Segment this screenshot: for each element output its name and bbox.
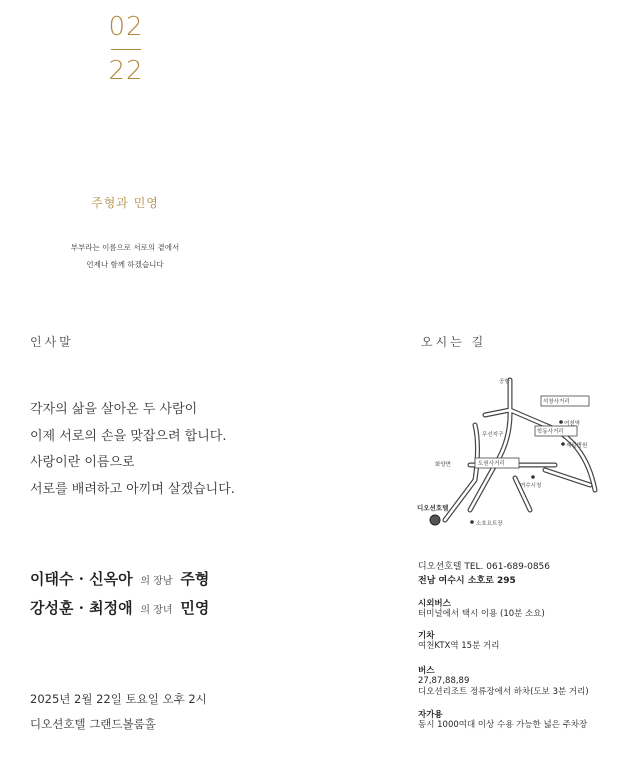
direction-text: 여천KTX역 15분 거리 bbox=[418, 641, 500, 651]
map-label-hotel: 디오션호텔 bbox=[417, 504, 449, 512]
hotel-address: 전남 여수시 소호로 295 bbox=[418, 576, 516, 586]
greeting-title: 인사말 bbox=[30, 335, 74, 349]
location-map bbox=[415, 370, 605, 535]
event-venue: 디오션호텔 그랜드볼룸홀 bbox=[30, 717, 156, 731]
direction-text: 27,87,88,89 bbox=[418, 676, 470, 686]
hotel-phone: 디오션호텔 TEL. 061-689-0856 bbox=[418, 562, 551, 572]
greeting-line: 서로를 배려하고 아끼며 살겠습니다. bbox=[30, 481, 235, 497]
map-label-yeocheon: 여천역 bbox=[564, 421, 580, 427]
location-title: 오시는 길 bbox=[421, 335, 487, 349]
direction-heading: 버스 bbox=[418, 666, 435, 676]
direction-train bbox=[418, 629, 499, 652]
cityhall-dot-icon bbox=[531, 475, 535, 479]
couple-message-line: 언제나 함께 하겠습니다 bbox=[86, 260, 164, 269]
direction-car bbox=[418, 708, 587, 731]
direction-intercity-bus bbox=[418, 597, 545, 620]
hospital-dot-icon bbox=[561, 442, 565, 446]
wedding-month: 02 bbox=[108, 12, 144, 42]
bride-relation: 의 장녀 bbox=[140, 605, 173, 616]
map-label-musun: 무선지구 bbox=[482, 432, 504, 438]
direction-heading: 자가용 bbox=[418, 710, 443, 720]
groom-relation: 의 장남 bbox=[140, 576, 173, 587]
map-label-airport: 공항 bbox=[499, 379, 510, 385]
map-label-seokchang: 석창사거리 bbox=[543, 399, 570, 405]
wedding-day: 22 bbox=[108, 56, 144, 86]
greeting-line: 각자의 삶을 살아온 두 사람이 bbox=[30, 402, 198, 417]
direction-heading: 시외버스 bbox=[418, 599, 451, 609]
map-label-hospital: 제일병원 bbox=[566, 443, 588, 449]
direction-heading: 기차 bbox=[418, 631, 435, 641]
bride-name: 민영 bbox=[180, 599, 210, 617]
map-label-hakdong: 학동사거리 bbox=[537, 429, 564, 435]
event-datetime: 2025년 2월 22일 토요일 오후 2시 bbox=[30, 692, 207, 706]
soho-dot-icon bbox=[470, 520, 474, 524]
bride-parent-names: 강성훈 · 최정애 bbox=[30, 599, 133, 617]
direction-bus bbox=[418, 664, 589, 698]
greeting-text bbox=[30, 397, 235, 503]
bride-parents bbox=[30, 597, 209, 618]
couple-names: 주형과 민영 bbox=[91, 196, 159, 210]
hotel-contact bbox=[418, 562, 550, 586]
couple-message bbox=[40, 239, 210, 273]
direction-text: 동시 1000여대 이상 수용 가능한 넓은 주차장 bbox=[418, 720, 588, 730]
hotel-marker-icon bbox=[430, 515, 440, 525]
couple-message-line: 부부라는 이름으로 서로의 곁에서 bbox=[70, 243, 180, 252]
greeting-line: 사랑이란 이름으로 bbox=[30, 455, 135, 470]
station-dot-icon bbox=[559, 420, 563, 424]
greeting-line: 이제 서로의 손을 맞잡으려 합니다. bbox=[30, 428, 227, 444]
map-label-dolsan: 도원사거리 bbox=[478, 461, 505, 467]
date-divider bbox=[111, 49, 141, 50]
groom-name: 주형 bbox=[180, 570, 210, 588]
direction-text: 디오션리조트 정류장에서 하차(도보 3분 거리) bbox=[418, 687, 589, 697]
map-label-soho: 소호요트장 bbox=[476, 521, 503, 527]
map-label-cityhall: 여수시청 bbox=[520, 483, 542, 489]
direction-text: 터미널에서 택시 이용 (10분 소요) bbox=[418, 609, 545, 619]
groom-parents bbox=[30, 568, 209, 589]
map-label-hwayang: 화양면 bbox=[435, 462, 451, 468]
groom-parent-names: 이태수 · 신옥아 bbox=[30, 570, 133, 588]
